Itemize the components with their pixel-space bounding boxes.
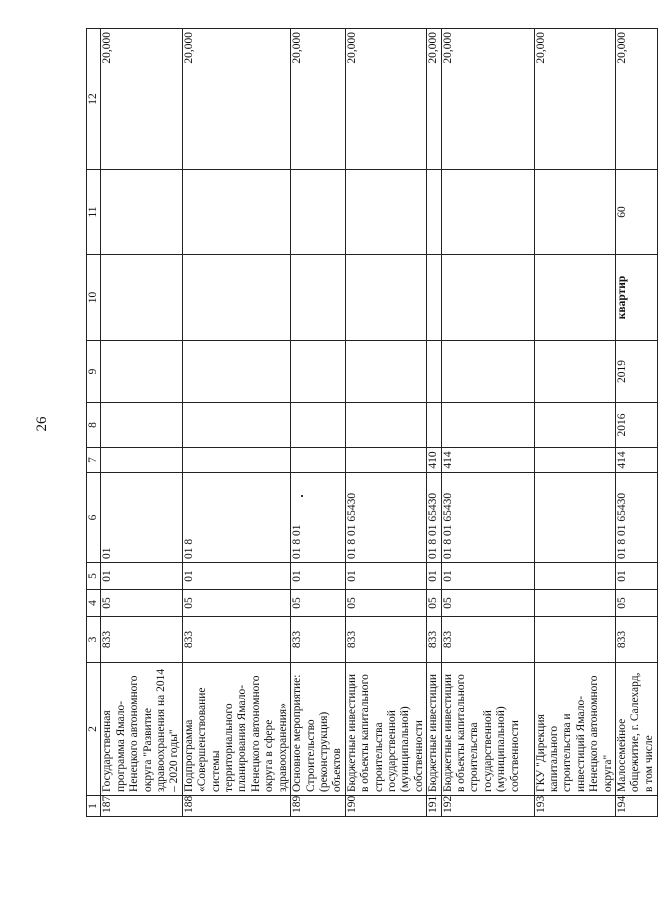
cell-col-5: 01 [345,563,426,590]
cell-col-12: 20,000 [101,29,182,170]
cell-number: 193 [534,796,615,817]
cell-col-6 [534,473,615,563]
cell-col-3: 833 [291,617,346,663]
column-header-12: 12 [87,29,101,170]
column-header-5: 5 [87,563,101,590]
cell-col-11 [441,170,534,255]
cell-col-6: 01 8 [182,473,290,563]
column-header-6: 6 [87,473,101,563]
cell-number: 188 [182,796,290,817]
cell-col-10 [182,255,290,341]
cell-col-3 [534,617,615,663]
cell-col-7 [291,448,346,473]
cell-col-12: 20,000 [182,29,290,170]
cell-col-12: 20,000 [345,29,426,170]
column-header-3: 3 [87,617,101,663]
table-row [441,29,534,817]
cell-col-9 [534,341,615,403]
cell-col-11 [291,170,346,255]
column-header-8: 8 [87,403,101,448]
cell-col-3: 833 [441,617,534,663]
cell-col-7: 410 [427,448,441,473]
cell-col-10 [534,255,615,341]
cell-col-4: 05 [101,590,182,617]
cell-col-6: 01 [101,473,182,563]
cell-col-8 [291,403,346,448]
cell-name: Государственная программа Ямало-Ненецкого автономного округа "Развитие здравоохранения на 2014 – 2020 годы" [101,663,182,796]
cell-col-11 [427,170,441,255]
cell-col-12: 20,000 [616,29,658,170]
cell-col-10 [441,255,534,341]
cell-col-9 [182,341,290,403]
table-row [534,29,615,817]
cell-col-9: 2019 [616,341,658,403]
cell-name: Бюджетные инвестиции в объекты капитального строительства государственной (муниципальной) собственности [441,663,534,796]
cell-col-4: 05 [345,590,426,617]
cell-col-6: 01 8 01 65430 [441,473,534,563]
cell-col-5: 01 [101,563,182,590]
cell-name: Подпрограмма «Совершенствование системы территориального планирования Ямало-Ненецкого автономного округа в сфере здравоохранения» [182,663,290,796]
cell-col-6: 01 8 01 65430 [616,473,658,563]
cell-col-5 [534,563,615,590]
cell-name: Бюджетные инвестиции в объекты капитального строительства государственной (муниципальной) собственности [345,663,426,796]
cell-col-3: 833 [427,617,441,663]
cell-col-10 [427,255,441,341]
table-row [616,29,658,817]
cell-col-8 [441,403,534,448]
cell-number: 194 [616,796,658,817]
cell-col-4: 05 [441,590,534,617]
cell-col-5: 01 [427,563,441,590]
cell-col-12: 20,000 [427,29,441,170]
cell-number: 187 [101,796,182,817]
cell-col-5: 01 [291,563,346,590]
column-header-10: 10 [87,255,101,341]
cell-col-3: 833 [101,617,182,663]
cell-col-3: 833 [345,617,426,663]
page-number: 26 [34,416,50,432]
cell-col-5: 01 [441,563,534,590]
cell-col-8 [182,403,290,448]
cell-col-6: 01 8 01 [291,473,346,563]
cell-col-10 [345,255,426,341]
cell-col-3: 833 [616,617,658,663]
cell-col-4: 05 [427,590,441,617]
cell-col-5: 01 [616,563,658,590]
cell-col-8 [427,403,441,448]
cell-col-6: 01 8 01 65430 [427,473,441,563]
cell-number: 192 [441,796,534,817]
cell-col-9 [345,341,426,403]
cell-col-7 [345,448,426,473]
cell-col-10 [291,255,346,341]
cell-col-9 [291,341,346,403]
cell-number: 189 [291,796,346,817]
cell-col-6: 01 8 01 65430 [345,473,426,563]
table-row [345,29,426,817]
cell-col-9 [101,341,182,403]
cell-col-4: 05 [182,590,290,617]
cell-col-7: 414 [441,448,534,473]
column-header-4: 4 [87,590,101,617]
column-header-1: 1 [87,796,101,817]
cell-col-4 [534,590,615,617]
cell-col-10 [101,255,182,341]
cell-col-11 [345,170,426,255]
budget-table [86,28,658,817]
cell-col-5: 01 [182,563,290,590]
cell-col-11 [534,170,615,255]
cell-name: Бюджетные инвестиции [427,663,441,796]
cell-col-3: 833 [182,617,290,663]
column-header-9: 9 [87,341,101,403]
cell-name: Малосемейное общежитие, г. Салехард, в том числе [616,663,658,796]
table-row [101,29,182,817]
cell-col-11 [182,170,290,255]
cell-col-8: 2016 [616,403,658,448]
cell-col-11 [101,170,182,255]
table-row [427,29,441,817]
stray-dot [301,495,303,497]
cell-col-10: квартир [616,255,658,341]
column-header-7: 7 [87,448,101,473]
cell-col-7 [101,448,182,473]
table-row [182,29,290,817]
rotated-table-container [86,29,655,817]
cell-col-9 [427,341,441,403]
cell-col-12: 20,000 [441,29,534,170]
table-row [291,29,346,817]
cell-col-12: 20,000 [291,29,346,170]
cell-col-9 [441,341,534,403]
cell-name: Основное мероприятие: Строительство (реконструкция) объектов [291,663,346,796]
cell-col-8 [101,403,182,448]
column-header-11: 11 [87,170,101,255]
cell-col-8 [345,403,426,448]
cell-col-7 [182,448,290,473]
column-header-2: 2 [87,663,101,796]
cell-number: 191 [427,796,441,817]
cell-col-8 [534,403,615,448]
cell-number: 190 [345,796,426,817]
cell-col-4: 05 [291,590,346,617]
cell-col-7: 414 [616,448,658,473]
cell-col-11: 60 [616,170,658,255]
header-row [87,29,101,817]
cell-col-4: 05 [616,590,658,617]
cell-name: ГКУ "Дирекция капитального строительства и инвестиций Ямало-Ненецкого автономного округа" [534,663,615,796]
cell-col-7 [534,448,615,473]
cell-col-12: 20,000 [534,29,615,170]
